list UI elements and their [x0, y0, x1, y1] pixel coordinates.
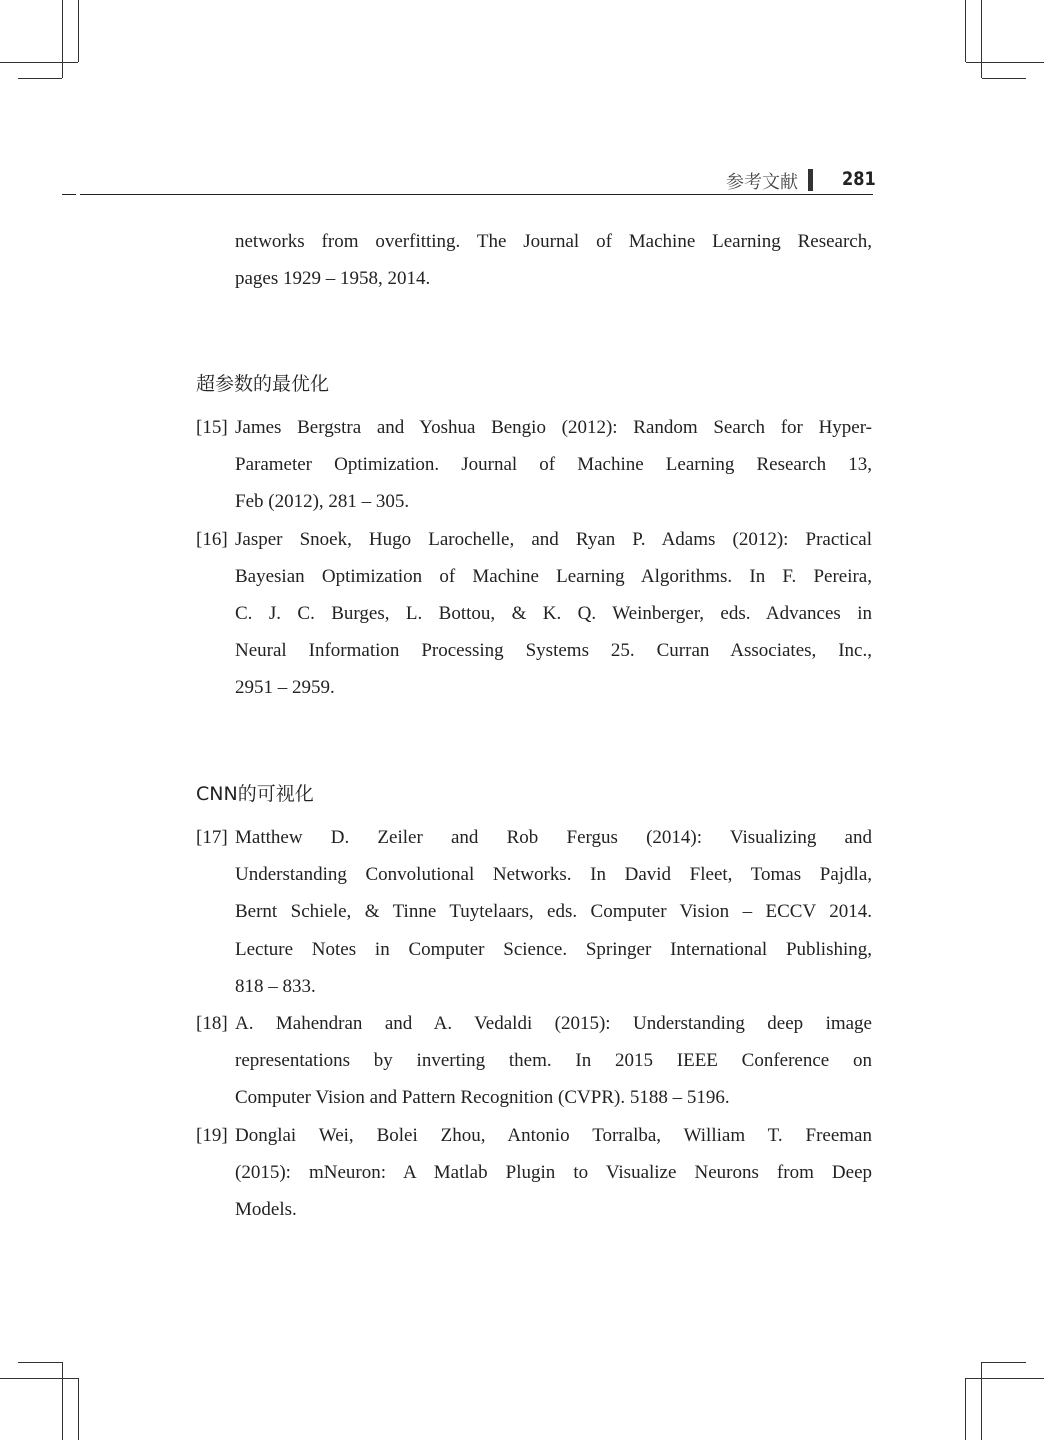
crop-mark	[982, 78, 1026, 79]
crop-mark	[0, 62, 78, 63]
crop-mark	[981, 0, 982, 78]
text-line: 2951 – 2959.	[235, 677, 335, 699]
crop-mark	[0, 1378, 78, 1379]
crop-mark	[78, 1378, 79, 1440]
reference-number: [17]	[196, 827, 228, 848]
section-heading: 超参数的最优化	[196, 373, 330, 395]
reference-number: [15]	[196, 417, 228, 438]
text-line: pages 1929 – 1958, 2014.	[235, 268, 431, 290]
crop-mark	[62, 1362, 63, 1440]
text-line: Understanding Convolutional Networks. In David Fleet, Tomas Pajdla,	[235, 864, 872, 886]
text-line: Models.	[235, 1199, 297, 1220]
text-line: Jasper Snoek, Hugo Larochelle, and Ryan P. Adams (2012): Practical	[235, 528, 872, 550]
reference-number: [16]	[196, 528, 228, 550]
reference-number: [18]	[196, 1013, 228, 1034]
text-line: 818 – 833.	[235, 975, 316, 997]
crop-mark	[965, 0, 966, 62]
running-header-title: 参考文献	[726, 172, 798, 193]
text-line: Lecture Notes in Computer Science. Springer International Publishing,	[235, 938, 872, 960]
text-line: James Bergstra and Yoshua Bengio (2012): Random Search for Hyper-	[235, 417, 872, 438]
crop-mark	[982, 1362, 1026, 1363]
crop-mark	[62, 0, 63, 78]
text-line: networks from overfitting. The Journal of Machine Learning Research,	[235, 231, 872, 252]
header-rule-dash	[62, 194, 76, 195]
crop-mark	[18, 78, 62, 79]
text-line: A. Mahendran and A. Vedaldi (2015): Understanding deep image	[235, 1013, 872, 1034]
text-line: Parameter Optimization. Journal of Machine Learning Research 13,	[235, 454, 872, 476]
text-line: representations by inverting them. In 2015 IEEE Conference on	[235, 1050, 872, 1072]
header-divider-bar	[808, 169, 813, 191]
crop-mark	[966, 1378, 1044, 1379]
page-number: 281	[842, 168, 876, 190]
text-line: C. J. C. Burges, L. Bottou, & K. Q. Weinberger, eds. Advances in	[235, 603, 872, 624]
text-line: Donglai Wei, Bolei Zhou, Antonio Torralba, William T. Freeman	[235, 1124, 872, 1146]
header-rule	[80, 194, 873, 195]
crop-mark	[18, 1362, 62, 1363]
text-line: Bayesian Optimization of Machine Learning Algorithms. In F. Pereira,	[235, 565, 872, 587]
text-line: (2015): mNeuron: A Matlab Plugin to Visualize Neurons from Deep	[235, 1161, 872, 1183]
section-heading: CNN的可视化	[196, 783, 314, 805]
reference-number: [19]	[196, 1124, 228, 1146]
text-line: Feb (2012), 281 – 305.	[235, 491, 410, 513]
text-line: Neural Information Processing Systems 25. Curran Associates, Inc.,	[235, 640, 872, 662]
text-line: Bernt Schiele, & Tinne Tuytelaars, eds. Computer Vision – ECCV 2014.	[235, 901, 872, 923]
text-line: Computer Vision and Pattern Recognition (CVPR). 5188 – 5196.	[235, 1087, 730, 1109]
crop-mark	[966, 62, 1044, 63]
crop-mark	[78, 0, 79, 62]
crop-mark	[965, 1378, 966, 1440]
crop-mark	[981, 1362, 982, 1440]
text-line: Matthew D. Zeiler and Rob Fergus (2014): Visualizing and	[235, 827, 872, 848]
